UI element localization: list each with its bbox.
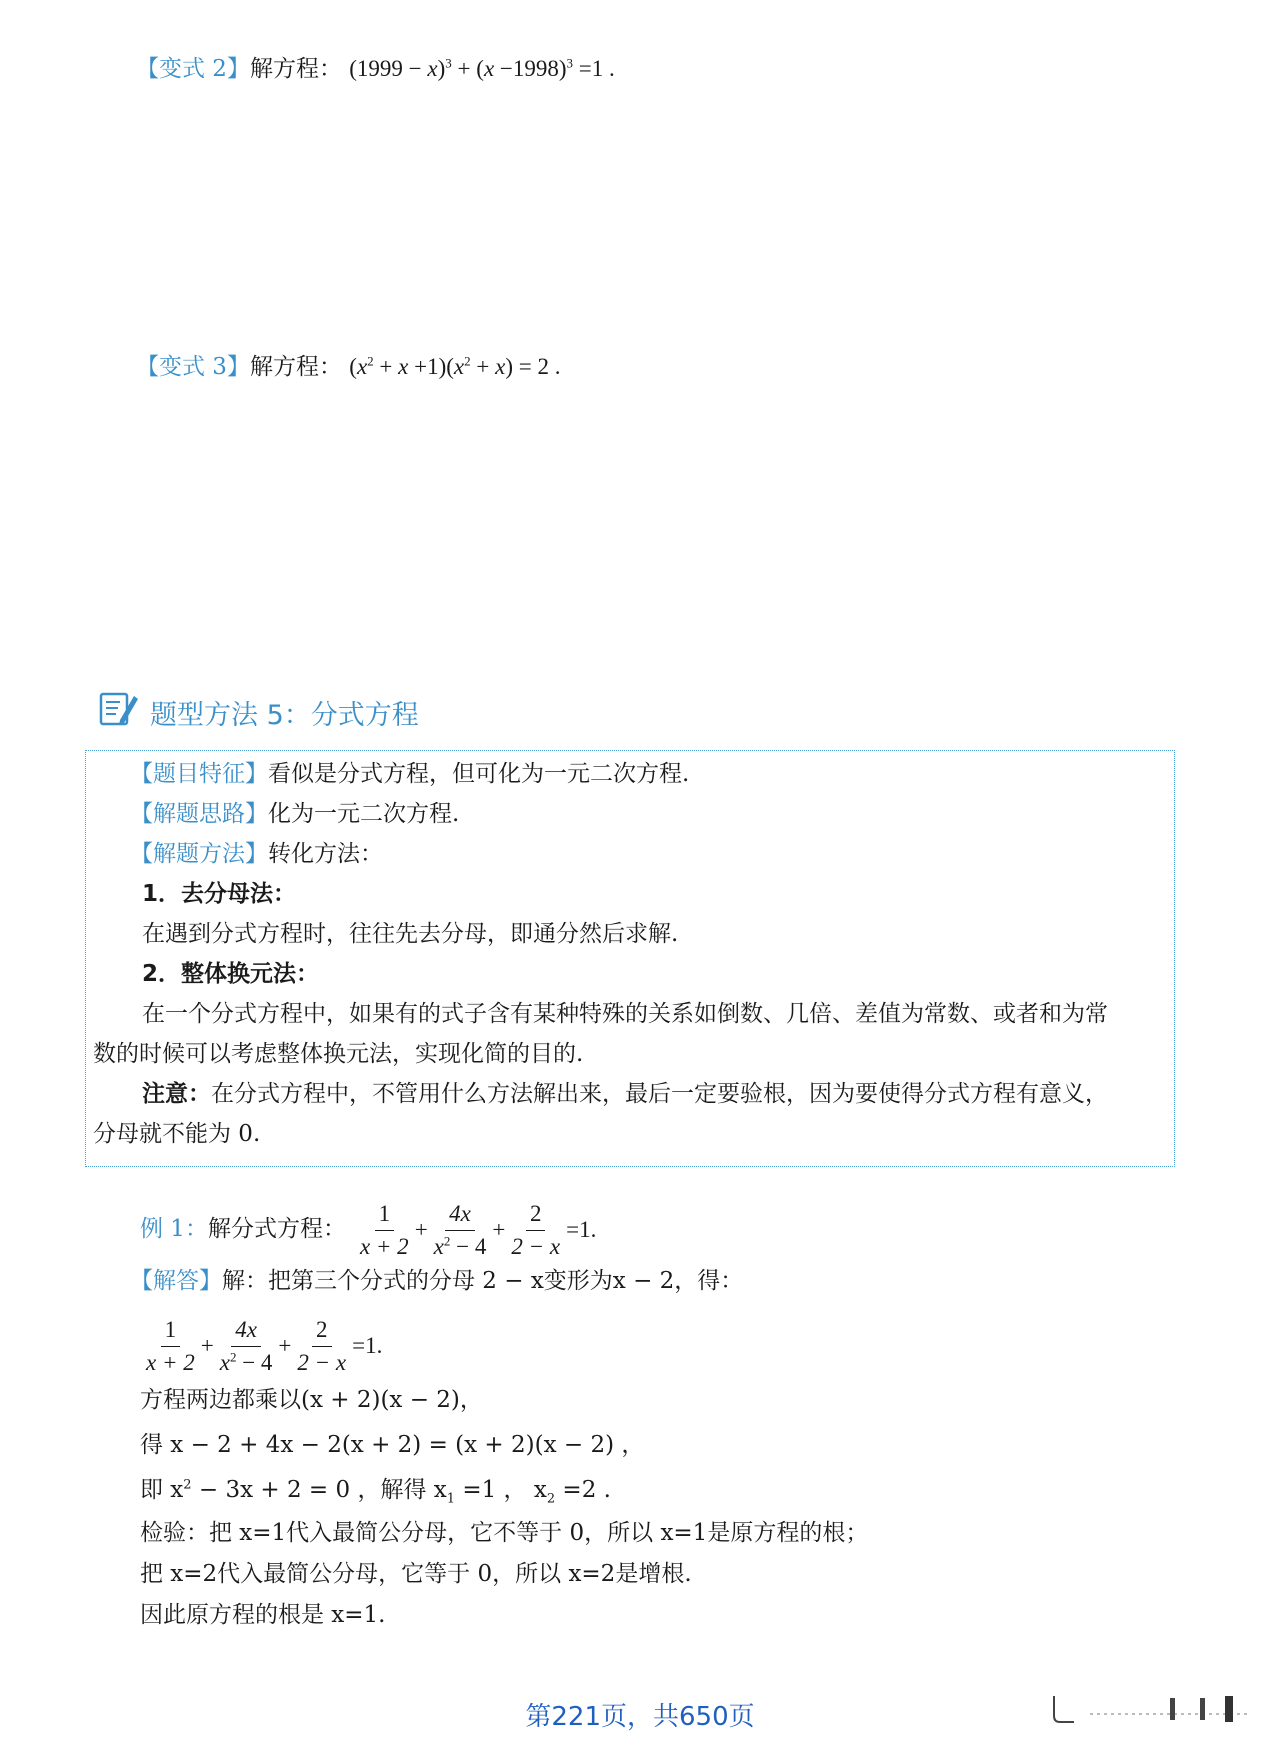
note-line-1 (142, 1081, 1108, 1109)
example-1-tag: 例 1： (140, 1216, 208, 1243)
answer-intro: 解：把第三个分式的分母 2 − x变形为x − 2，得： (222, 1268, 744, 1294)
feature-text: 看似是分式方程，但可化为一元二次方程. (268, 761, 690, 787)
answer-step-3: 即 $x^2 - 3x + 2 = 0$ ，解得 $x_1 =1$ ， $x_2 =2$ . (140, 1477, 611, 1507)
note-tag: 注意： (142, 1081, 211, 1107)
notepad-pen-icon (98, 690, 140, 735)
example-1-prompt: 解分式方程： (207, 1216, 346, 1243)
method-line (130, 841, 383, 869)
answer-step-1: 方程两边都乘以(x + 2)(x − 2)， (140, 1387, 483, 1413)
variant-3-line (136, 353, 560, 382)
variant-2-prompt: 解方程： (249, 56, 342, 82)
method-1-text: 在遇到分式方程时，往往先去分母，即通分然后求解. (142, 921, 679, 947)
method-2-text-1: 在一个分式方程中，如果有的式子含有某种特殊的关系如倒数、几倍、差值为常数、或者和为常 (142, 1001, 1108, 1027)
idea-tag: 【解题思路】 (130, 801, 268, 827)
variant-2-line (136, 55, 615, 84)
answer-intro-line (130, 1268, 743, 1296)
page-edge-decoration (1050, 1692, 1270, 1736)
answer-conclusion: 因此原方程的根是 x=1. (140, 1602, 386, 1628)
note-text-1: 在分式方程中，不管用什么方法解出来，最后一定要验根，因为要使得分式方程有意义， (211, 1081, 1108, 1107)
method-2-text-2: 数的时候可以考虑整体换元法，实现化简的目的. (93, 1041, 584, 1067)
note-line-2: 分母就不能为 0. (93, 1121, 261, 1147)
answer-tag: 【解答】 (130, 1268, 222, 1294)
variant-2-tag: 【变式 2】 (136, 56, 250, 82)
method-text: 转化方法： (268, 841, 383, 867)
variant-3-prompt: 解方程： (249, 354, 342, 380)
variant-3-tag: 【变式 3】 (136, 354, 250, 380)
feature-line (130, 761, 689, 789)
variant-2-equation: $(1999 - x)^3 + (x -1998)^3 =1$ . (349, 55, 615, 81)
idea-line (130, 801, 459, 829)
answer-check-1: 检验：把 x=1代入最简公分母，它不等于 0，所以 x=1是原方程的根； (140, 1520, 869, 1546)
example-1-equation: $\frac{1}{x + 2}$ + $\frac{4x}{x^2 - 4}$ + $\frac{2}{2 - x}$ =1. (359, 1201, 597, 1259)
answer-check-2: 把 x=2代入最简公分母，它等于 0，所以 x=2是增根. (140, 1561, 692, 1587)
answer-step-2: 得 x − 2 + 4x − 2(x + 2) = (x + 2)(x − 2) ， (140, 1432, 645, 1458)
feature-tag: 【题目特征】 (130, 761, 268, 787)
answer-equation: $\frac{1}{x + 2}$ + $\frac{4x}{x^2 - 4}$ + $\frac{2}{2 - x}$ =1. (146, 1317, 383, 1375)
page-number: 第221页，共650页 (525, 1702, 755, 1732)
example-1-line (140, 1200, 596, 1260)
section-title (98, 692, 419, 732)
method-2-title: 2．整体换元法： (142, 961, 320, 987)
method-1-title: 1．去分母法： (142, 881, 297, 907)
method-tag: 【解题方法】 (130, 841, 268, 867)
idea-text: 化为一元二次方程. (268, 801, 460, 827)
section-title-text: 题型方法 5：分式方程 (150, 699, 419, 731)
variant-3-equation: $(x^2 + x +1)(x^2 + x) = 2$ . (349, 353, 561, 379)
